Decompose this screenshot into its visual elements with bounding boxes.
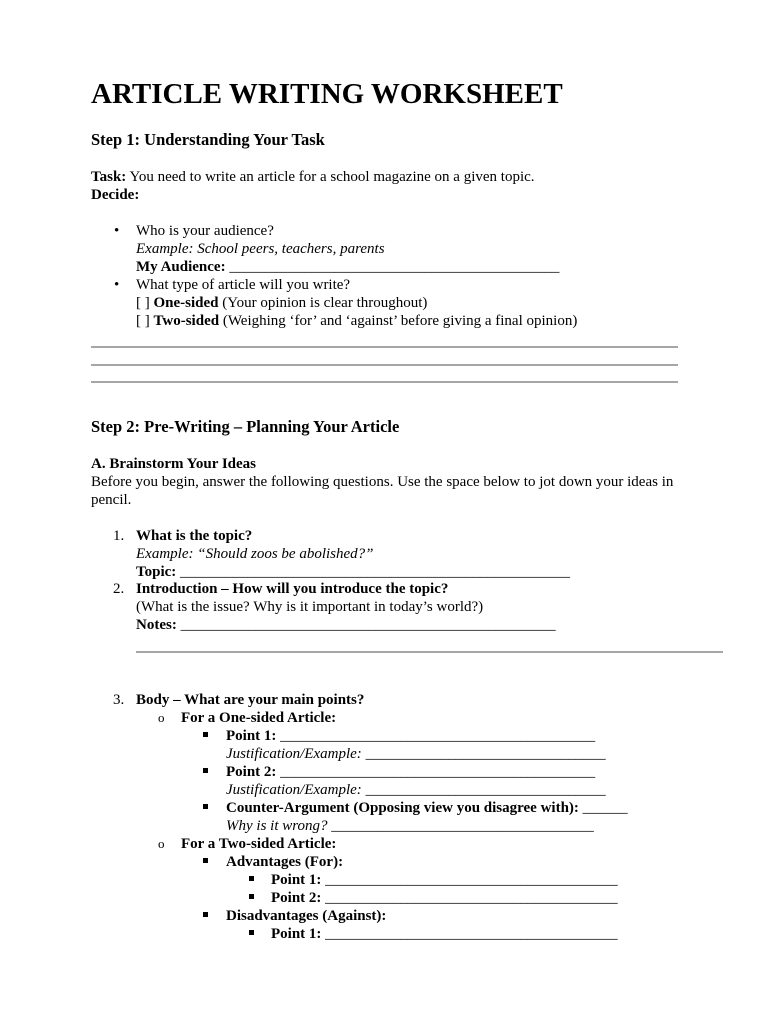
one-sided-point-2-blank[interactable]: __________________________________________	[276, 764, 596, 780]
justification-1-label: Justification/Example:	[226, 746, 362, 762]
question-3-number: 3.	[113, 692, 125, 708]
step2-heading: Step 2: Pre-Writing – Planning Your Article	[91, 417, 400, 436]
advantages-point-2-label: Point 2:	[271, 890, 322, 906]
one-sided-heading	[181, 709, 336, 727]
advantages-heading-text: Advantages (For):	[226, 854, 344, 870]
audience-label: My Audience:	[136, 259, 226, 275]
decide-bullet-list	[91, 222, 577, 330]
notes-label: Notes:	[136, 617, 177, 633]
two-sided-heading	[181, 835, 336, 853]
advantages-point-1-blank[interactable]: _______________________________________	[321, 872, 618, 888]
one-sided-justification-1	[226, 745, 606, 763]
two-sided-heading-text: For a Two-sided Article:	[181, 836, 337, 852]
intro-line-1: Before you begin, answer the following questions. Use the space below to jot down your ideas in	[91, 474, 674, 490]
square-bullet-icon	[203, 727, 208, 745]
notes-line	[136, 616, 556, 634]
one-sided-heading-text: For a One-sided Article:	[181, 710, 337, 726]
section-a-text: A. Brainstorm Your Ideas	[91, 456, 257, 472]
justification-2-label: Justification/Example:	[226, 782, 362, 798]
disadvantages-heading	[226, 907, 386, 925]
advantages-point-2-blank[interactable]: _______________________________________	[321, 890, 618, 906]
task-label: Task:	[91, 169, 127, 185]
question-1-text: What is the topic?	[136, 528, 253, 544]
one-sided-justification-2	[226, 781, 606, 799]
task-line	[91, 168, 535, 186]
advantages-point-1-label: Point 1:	[271, 872, 322, 888]
option-two-sided[interactable]	[136, 312, 577, 330]
why-wrong	[226, 817, 594, 835]
one-sided-label: One-sided	[153, 295, 219, 311]
square-bullet-icon	[203, 763, 208, 781]
list-item-audience	[91, 222, 577, 276]
question-1-number: 1.	[113, 528, 125, 544]
one-sided-point-2	[226, 763, 595, 781]
question-2-number: 2.	[113, 581, 125, 597]
task-text: You need to write an article for a school magazine on a given topic.	[126, 169, 535, 185]
checkbox-one-sided[interactable]: [ ]	[136, 295, 154, 311]
disadvantages-point-1-blank[interactable]: _______________________________________	[321, 926, 618, 942]
one-sided-point-1-label: Point 1:	[226, 728, 277, 744]
square-bullet-icon	[249, 889, 254, 907]
section-a-heading	[91, 455, 256, 473]
decide-label-text: Decide:	[91, 187, 140, 203]
divider-line-1	[91, 346, 678, 348]
audience-example: Example: School peers, teachers, parents	[136, 241, 385, 257]
why-wrong-blank[interactable]: ___________________________________	[327, 818, 594, 834]
square-bullet-icon	[203, 799, 208, 817]
justification-1-blank[interactable]: ________________________________	[361, 746, 606, 762]
disadvantages-point-1-label: Point 1:	[271, 926, 322, 942]
page-title: ARTICLE WRITING WORKSHEET	[91, 78, 563, 110]
decide-label	[91, 186, 139, 204]
notes-divider-line[interactable]	[136, 651, 723, 653]
intro-line-2: pencil.	[91, 492, 132, 508]
option-one-sided[interactable]	[136, 294, 577, 312]
divider-line-2	[91, 364, 678, 366]
one-sided-point-1-blank[interactable]: __________________________________________	[276, 728, 596, 744]
divider-line-3	[91, 381, 678, 383]
two-sided-label: Two-sided	[153, 313, 220, 329]
one-sided-desc: (Your opinion is clear throughout)	[218, 295, 428, 311]
disadvantages-heading-text: Disadvantages (Against):	[226, 908, 387, 924]
audience-blank[interactable]: ____________________________________________	[225, 259, 560, 275]
circle-bullet-icon: o	[158, 710, 165, 725]
question-1-example: Example: “Should zoos be abolished?”	[136, 546, 374, 562]
square-bullet-icon	[203, 907, 208, 925]
square-bullet-icon	[249, 925, 254, 943]
advantages-point-1	[271, 871, 618, 889]
topic-blank[interactable]: ____________________________________________________	[176, 564, 571, 580]
step1-heading: Step 1: Understanding Your Task	[91, 130, 325, 149]
type-question: • What type of article will you write?	[136, 277, 351, 293]
square-bullet-icon	[203, 853, 208, 871]
why-wrong-label: Why is it wrong?	[226, 818, 328, 834]
notes-blank[interactable]: __________________________________________________	[176, 617, 556, 633]
question-2-hint: (What is the issue? Why is it important in today’s world?)	[136, 599, 484, 615]
audience-line	[136, 258, 577, 276]
topic-line	[136, 563, 570, 581]
audience-question: • Who is your audience?	[136, 223, 274, 239]
counter-argument-blank[interactable]: ______	[578, 800, 628, 816]
topic-label: Topic:	[136, 564, 177, 580]
question-2-text: Introduction – How will you introduce the topic?	[136, 581, 449, 597]
justification-2-blank[interactable]: ________________________________	[361, 782, 606, 798]
list-item-article-type	[91, 276, 577, 330]
counter-argument-label: Counter-Argument (Opposing view you disagree with):	[226, 800, 579, 816]
square-bullet-icon	[249, 871, 254, 889]
question-3-text: Body – What are your main points?	[136, 692, 365, 708]
checkbox-two-sided[interactable]: [ ]	[136, 313, 154, 329]
disadvantages-point-1	[271, 925, 618, 943]
one-sided-point-1	[226, 727, 595, 745]
one-sided-point-2-label: Point 2:	[226, 764, 277, 780]
two-sided-desc: (Weighing ‘for’ and ‘against’ before giving a final opinion)	[219, 313, 578, 329]
counter-argument	[226, 799, 628, 817]
circle-bullet-icon: o	[158, 836, 165, 851]
advantages-heading	[226, 853, 343, 871]
advantages-point-2	[271, 889, 618, 907]
